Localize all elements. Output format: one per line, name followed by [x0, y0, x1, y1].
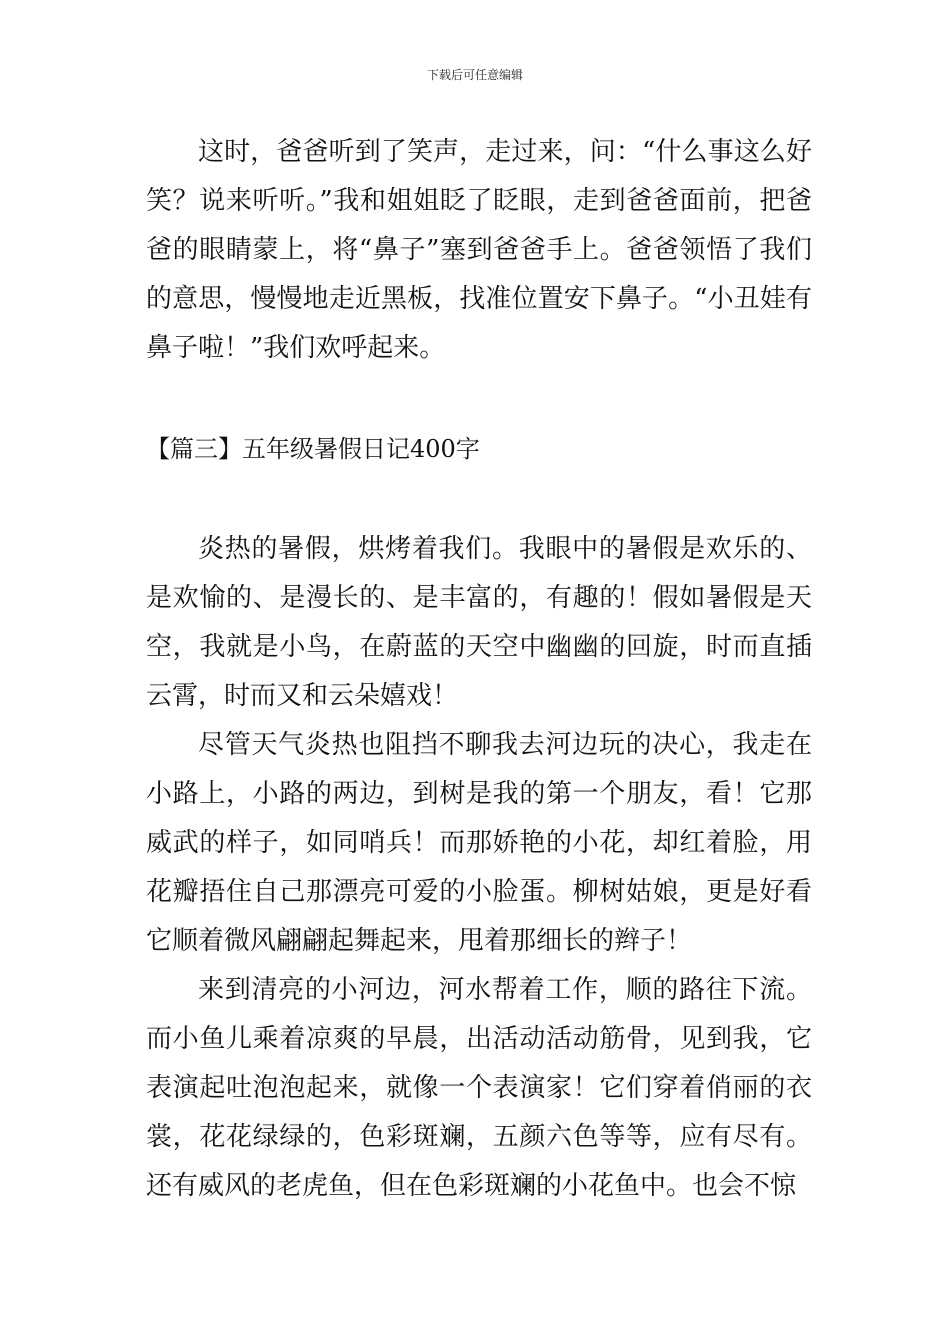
- paragraph: 来到清亮的小河边，河水帮着工作，顺的路往下流。而小鱼儿乘着凉爽的早晨，出活动活动筋骨，见到我，它表演起吐泡泡起来，就像一个表演家！它们穿着俏丽的衣裳，花花绿绿的，色彩斑斓，五颜六色等等，应有尽有。还有威风的老虎鱼，但在色彩斑斓的小花鱼中。也会不惊: [146, 975, 812, 1201]
- paragraph: 炎热的暑假，烘烤着我们。我眼中的暑假是欢乐的、是欢愉的、是漫长的、是丰富的，有趣的！假如暑假是天空，我就是小鸟，在蔚蓝的天空中幽幽的回旋，时而直插云霄，时而又和云朵嬉戏！: [146, 534, 812, 711]
- document-body: [146, 128, 812, 1211]
- page-header: 下载后可任意编辑: [426, 68, 523, 82]
- paragraph: 尽管天气炎热也阻挡不聊我去河边玩的决心，我走在小路上，小路的两边，到树是我的第一个朋友，看！它那威武的样子，如同哨兵！而那娇艳的小花，却红着脸，用花瓣捂住自己那漂亮可爱的小脸蛋。柳树姑娘，更是好看它顺着微风翩翩起舞起来，甩着那细长的辫子！: [146, 730, 812, 956]
- paragraph: 这时，爸爸听到了笑声，走过来，问：“什么事这么好笑？说来听听。”我和姐姐眨了眨眼，走到爸爸面前，把爸爸的眼睛蒙上，将“鼻子”塞到爸爸手上。爸爸领悟了我们的意思，慢慢地走近黑板，找准位置安下鼻子。“小丑娃有鼻子啦！”我们欢呼起来。: [146, 137, 812, 363]
- section-heading: 【篇三】五年级暑假日记400字: [146, 435, 480, 463]
- spacer: [146, 474, 812, 525]
- spacer: [146, 373, 812, 425]
